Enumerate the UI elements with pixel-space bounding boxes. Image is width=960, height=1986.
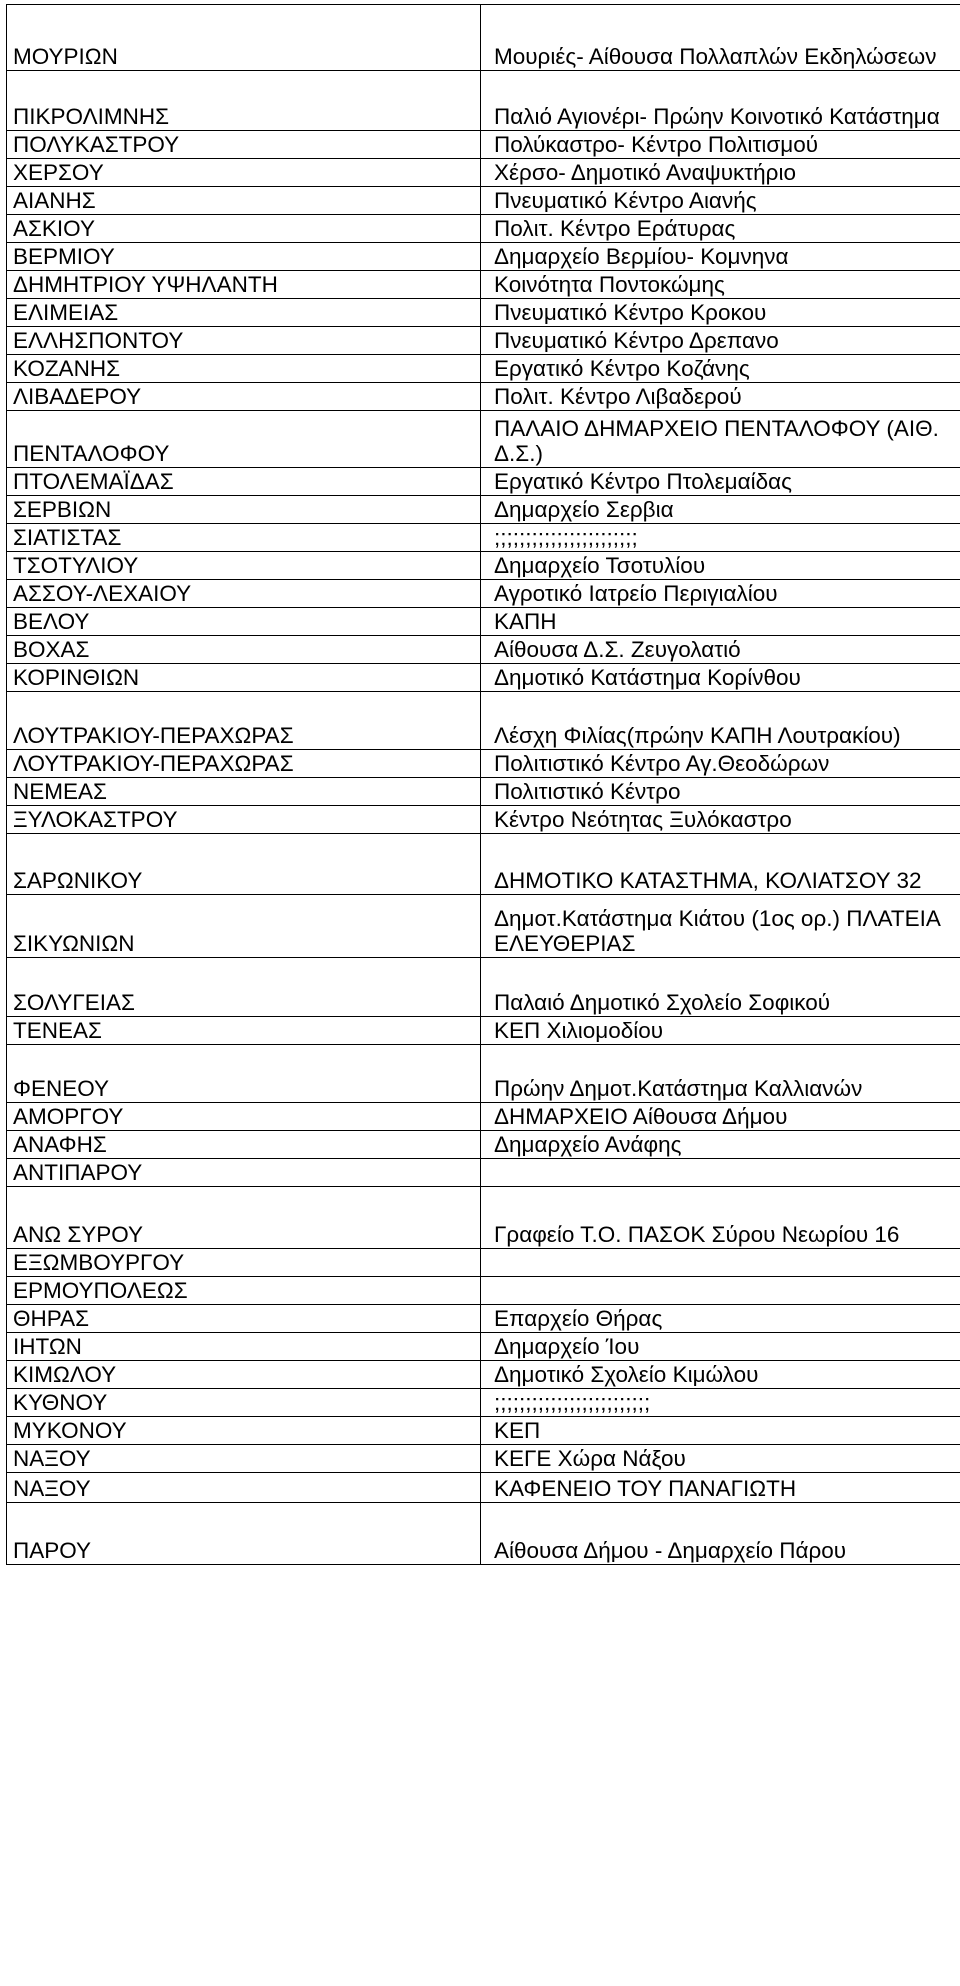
- location-cell: Κοινότητα Ποντοκώμης: [481, 271, 960, 299]
- municipality-cell: ΠΕΝΤΑΛΟΦΟΥ: [7, 411, 481, 468]
- table-row: [7, 243, 960, 271]
- table-row: [7, 496, 960, 524]
- municipality-cell: ΜΟΥΡΙΩΝ: [7, 5, 481, 71]
- municipality-cell: ΙΗΤΩΝ: [7, 1333, 481, 1361]
- location-cell: Δημοτ.Κατάστημα Κιάτου (1ος ορ.) ΠΛΑΤΕΙΑ ΕΛΕΥΘΕΡΙΑΣ: [481, 895, 960, 958]
- location-cell: Πνευματικό Κέντρο Αιανής: [481, 187, 960, 215]
- table-row: [7, 355, 960, 383]
- table-row: [7, 636, 960, 664]
- location-cell: ΔΗΜΑΡΧΕΙΟ Αίθουσα Δήμου: [481, 1103, 960, 1131]
- table-row: [7, 958, 960, 1017]
- location-cell: ΔΗΜΟΤΙΚΟ ΚΑΤΑΣΤΗΜΑ, ΚΟΛΙΑΤΣΟΥ 32: [481, 834, 960, 895]
- municipality-cell: ΘΗΡΑΣ: [7, 1305, 481, 1333]
- table-row: [7, 468, 960, 496]
- municipality-cell: ΠΙΚΡΟΛΙΜΝΗΣ: [7, 71, 481, 131]
- location-cell: Μουριές- Αίθουσα Πολλαπλών Εκδηλώσεων: [481, 5, 960, 71]
- location-cell: Πολιτ. Κέντρο Λιβαδερού: [481, 383, 960, 411]
- location-cell: [481, 1159, 960, 1187]
- municipality-cell: ΕΛΙΜΕΙΑΣ: [7, 299, 481, 327]
- table-row: [7, 1417, 960, 1445]
- table-row: [7, 1503, 960, 1565]
- municipality-cell: ΚΟΡΙΝΘΙΩΝ: [7, 664, 481, 692]
- table-row: [7, 608, 960, 636]
- table-row: [7, 1045, 960, 1103]
- location-cell: Πνευματικό Κέντρο Δρεπανο: [481, 327, 960, 355]
- municipality-cell: ΝΑΞΟΥ: [7, 1473, 481, 1503]
- municipality-cell: ΞΥΛΟΚΑΣΤΡΟΥ: [7, 806, 481, 834]
- location-cell: Δημαρχείο Ανάφης: [481, 1131, 960, 1159]
- table-row: [7, 299, 960, 327]
- location-cell: Παλαιό Δημοτικό Σχολείο Σοφικού: [481, 958, 960, 1017]
- location-cell: Πνευματικό Κέντρο Κροκου: [481, 299, 960, 327]
- location-cell: Εργατικό Κέντρο Πτολεμαίδας: [481, 468, 960, 496]
- table-row: [7, 383, 960, 411]
- table-row: [7, 664, 960, 692]
- municipality-cell: ΦΕΝΕΟΥ: [7, 1045, 481, 1103]
- table-row: [7, 692, 960, 750]
- location-cell: ΚΕΓΕ Χώρα Νάξου: [481, 1445, 960, 1473]
- table-row: [7, 411, 960, 468]
- table-row: [7, 1445, 960, 1473]
- location-cell: ΚΑΦΕΝΕΙΟ ΤΟΥ ΠΑΝΑΓΙΩΤΗ: [481, 1473, 960, 1503]
- table-row: [7, 1473, 960, 1503]
- location-cell: [481, 1249, 960, 1277]
- municipality-cell: ΠΤΟΛΕΜΑΪΔΑΣ: [7, 468, 481, 496]
- municipality-cell: ΝΕΜΕΑΣ: [7, 778, 481, 806]
- municipality-cell: ΕΞΩΜΒΟΥΡΓΟΥ: [7, 1249, 481, 1277]
- location-cell: ;;;;;;;;;;;;;;;;;;;;;;;;;: [481, 1389, 960, 1417]
- municipality-cell: ΑΝΑΦΗΣ: [7, 1131, 481, 1159]
- table-row: [7, 806, 960, 834]
- municipality-cell: ΣΕΡΒΙΩΝ: [7, 496, 481, 524]
- table-row: [7, 1131, 960, 1159]
- table-row: [7, 1361, 960, 1389]
- table-row: [7, 1305, 960, 1333]
- municipality-cell: ΕΛΛΗΣΠΟΝΤΟΥ: [7, 327, 481, 355]
- location-cell: Πολύκαστρο- Κέντρο Πολιτισμού: [481, 131, 960, 159]
- location-cell: Λέσχη Φιλίας(πρώην ΚΑΠΗ Λουτρακίου): [481, 692, 960, 750]
- municipality-cell: ΑΣΚΙΟΥ: [7, 215, 481, 243]
- location-cell: Πολιτιστικό Κέντρο: [481, 778, 960, 806]
- table-row: [7, 71, 960, 131]
- municipality-cell: ΑΣΣΟΥ-ΛΕΧΑΙΟΥ: [7, 580, 481, 608]
- municipality-cell: ΣΙΑΤΙΣΤΑΣ: [7, 524, 481, 552]
- table-row: [7, 580, 960, 608]
- table-row: [7, 1159, 960, 1187]
- location-cell: Δημαρχείο Ίου: [481, 1333, 960, 1361]
- location-cell: ΚΕΠ: [481, 1417, 960, 1445]
- municipality-cell: ΕΡΜΟΥΠΟΛΕΩΣ: [7, 1277, 481, 1305]
- municipality-cell: ΠΟΛΥΚΑΣΤΡΟΥ: [7, 131, 481, 159]
- municipality-cell: ΧΕΡΣΟΥ: [7, 159, 481, 187]
- location-cell: Γραφείο Τ.Ο. ΠΑΣΟΚ Σύρου Νεωρίου 16: [481, 1187, 960, 1249]
- municipality-cell: ΑΝΩ ΣΥΡΟΥ: [7, 1187, 481, 1249]
- location-cell: Δημαρχείο Βερμίου- Κομνηνα: [481, 243, 960, 271]
- table-row: [7, 750, 960, 778]
- municipality-cell: ΠΑΡΟΥ: [7, 1503, 481, 1565]
- table-row: [7, 552, 960, 580]
- location-cell: Πολιτ. Κέντρο Εράτυρας: [481, 215, 960, 243]
- polling-locations-table: [6, 4, 960, 1565]
- location-cell: Δημαρχείο Τσοτυλίου: [481, 552, 960, 580]
- table-row: [7, 271, 960, 299]
- table-row: [7, 327, 960, 355]
- location-cell: Κέντρο Νεότητας Ξυλόκαστρο: [481, 806, 960, 834]
- table-row: [7, 131, 960, 159]
- municipality-cell: ΣΑΡΩΝΙΚΟΥ: [7, 834, 481, 895]
- location-cell: Αγροτικό Ιατρείο Περιγιαλίου: [481, 580, 960, 608]
- table-row: [7, 215, 960, 243]
- municipality-cell: ΜΥΚΟΝΟΥ: [7, 1417, 481, 1445]
- municipality-cell: ΑΜΟΡΓΟΥ: [7, 1103, 481, 1131]
- municipality-cell: ΚΟΖΑΝΗΣ: [7, 355, 481, 383]
- municipality-cell: ΚΙΜΩΛΟΥ: [7, 1361, 481, 1389]
- location-cell: Αίθουσα Δήμου - Δημαρχείο Πάρου: [481, 1503, 960, 1565]
- table-row: [7, 1277, 960, 1305]
- municipality-cell: ΒΕΡΜΙΟΥ: [7, 243, 481, 271]
- municipality-cell: ΣΟΛΥΓΕΙΑΣ: [7, 958, 481, 1017]
- table-row: [7, 895, 960, 958]
- municipality-cell: ΤΕΝΕΑΣ: [7, 1017, 481, 1045]
- location-cell: [481, 1277, 960, 1305]
- table-row: [7, 5, 960, 71]
- location-cell: ΠΑΛΑΙΟ ΔΗΜΑΡΧΕΙΟ ΠΕΝΤΑΛΟΦΟΥ (ΑΙΘ. Δ.Σ.): [481, 411, 960, 468]
- municipality-cell: ΑΝΤΙΠΑΡΟΥ: [7, 1159, 481, 1187]
- municipality-cell: ΑΙΑΝΗΣ: [7, 187, 481, 215]
- municipality-cell: ΛΟΥΤΡΑΚΙΟΥ-ΠΕΡΑΧΩΡΑΣ: [7, 692, 481, 750]
- location-cell: Παλιό Αγιονέρι- Πρώην Κοινοτικό Κατάστημα: [481, 71, 960, 131]
- table-row: [7, 1017, 960, 1045]
- table-row: [7, 187, 960, 215]
- municipality-cell: ΝΑΞΟΥ: [7, 1445, 481, 1473]
- table-row: [7, 1249, 960, 1277]
- table-row: [7, 778, 960, 806]
- municipality-cell: ΤΣΟΤΥΛΙΟΥ: [7, 552, 481, 580]
- table-row: [7, 1389, 960, 1417]
- location-cell: Δημαρχείο Σερβια: [481, 496, 960, 524]
- location-cell: Επαρχείο Θήρας: [481, 1305, 960, 1333]
- municipality-cell: ΔΗΜΗΤΡΙΟΥ ΥΨΗΛΑΝΤΗ: [7, 271, 481, 299]
- table-row: [7, 1333, 960, 1361]
- municipality-cell: ΛΟΥΤΡΑΚΙΟΥ-ΠΕΡΑΧΩΡΑΣ: [7, 750, 481, 778]
- location-cell: Δημοτικό Σχολείο Κιμώλου: [481, 1361, 960, 1389]
- location-cell: Πρώην Δημοτ.Κατάστημα Καλλιανών: [481, 1045, 960, 1103]
- table-row: [7, 159, 960, 187]
- location-cell: Χέρσο- Δημοτικό Αναψυκτήριο: [481, 159, 960, 187]
- municipality-cell: ΚΥΘΝΟΥ: [7, 1389, 481, 1417]
- table-row: [7, 1187, 960, 1249]
- table-row: [7, 524, 960, 552]
- location-cell: Αίθουσα Δ.Σ. Ζευγολατιό: [481, 636, 960, 664]
- location-cell: Δημοτικό Κατάστημα Κορίνθου: [481, 664, 960, 692]
- municipality-cell: ΛΙΒΑΔΕΡΟΥ: [7, 383, 481, 411]
- location-cell: Εργατικό Κέντρο Κοζάνης: [481, 355, 960, 383]
- municipality-cell: ΣΙΚΥΩΝΙΩΝ: [7, 895, 481, 958]
- table-body: [7, 5, 960, 1565]
- table-row: [7, 834, 960, 895]
- location-cell: ;;;;;;;;;;;;;;;;;;;;;;;: [481, 524, 960, 552]
- location-cell: ΚΑΠΗ: [481, 608, 960, 636]
- location-cell: Πολιτιστικό Κέντρο Αγ.Θεοδώρων: [481, 750, 960, 778]
- municipality-cell: ΒΕΛΟΥ: [7, 608, 481, 636]
- municipality-cell: ΒΟΧΑΣ: [7, 636, 481, 664]
- location-cell: ΚΕΠ Χιλιομοδίου: [481, 1017, 960, 1045]
- table-row: [7, 1103, 960, 1131]
